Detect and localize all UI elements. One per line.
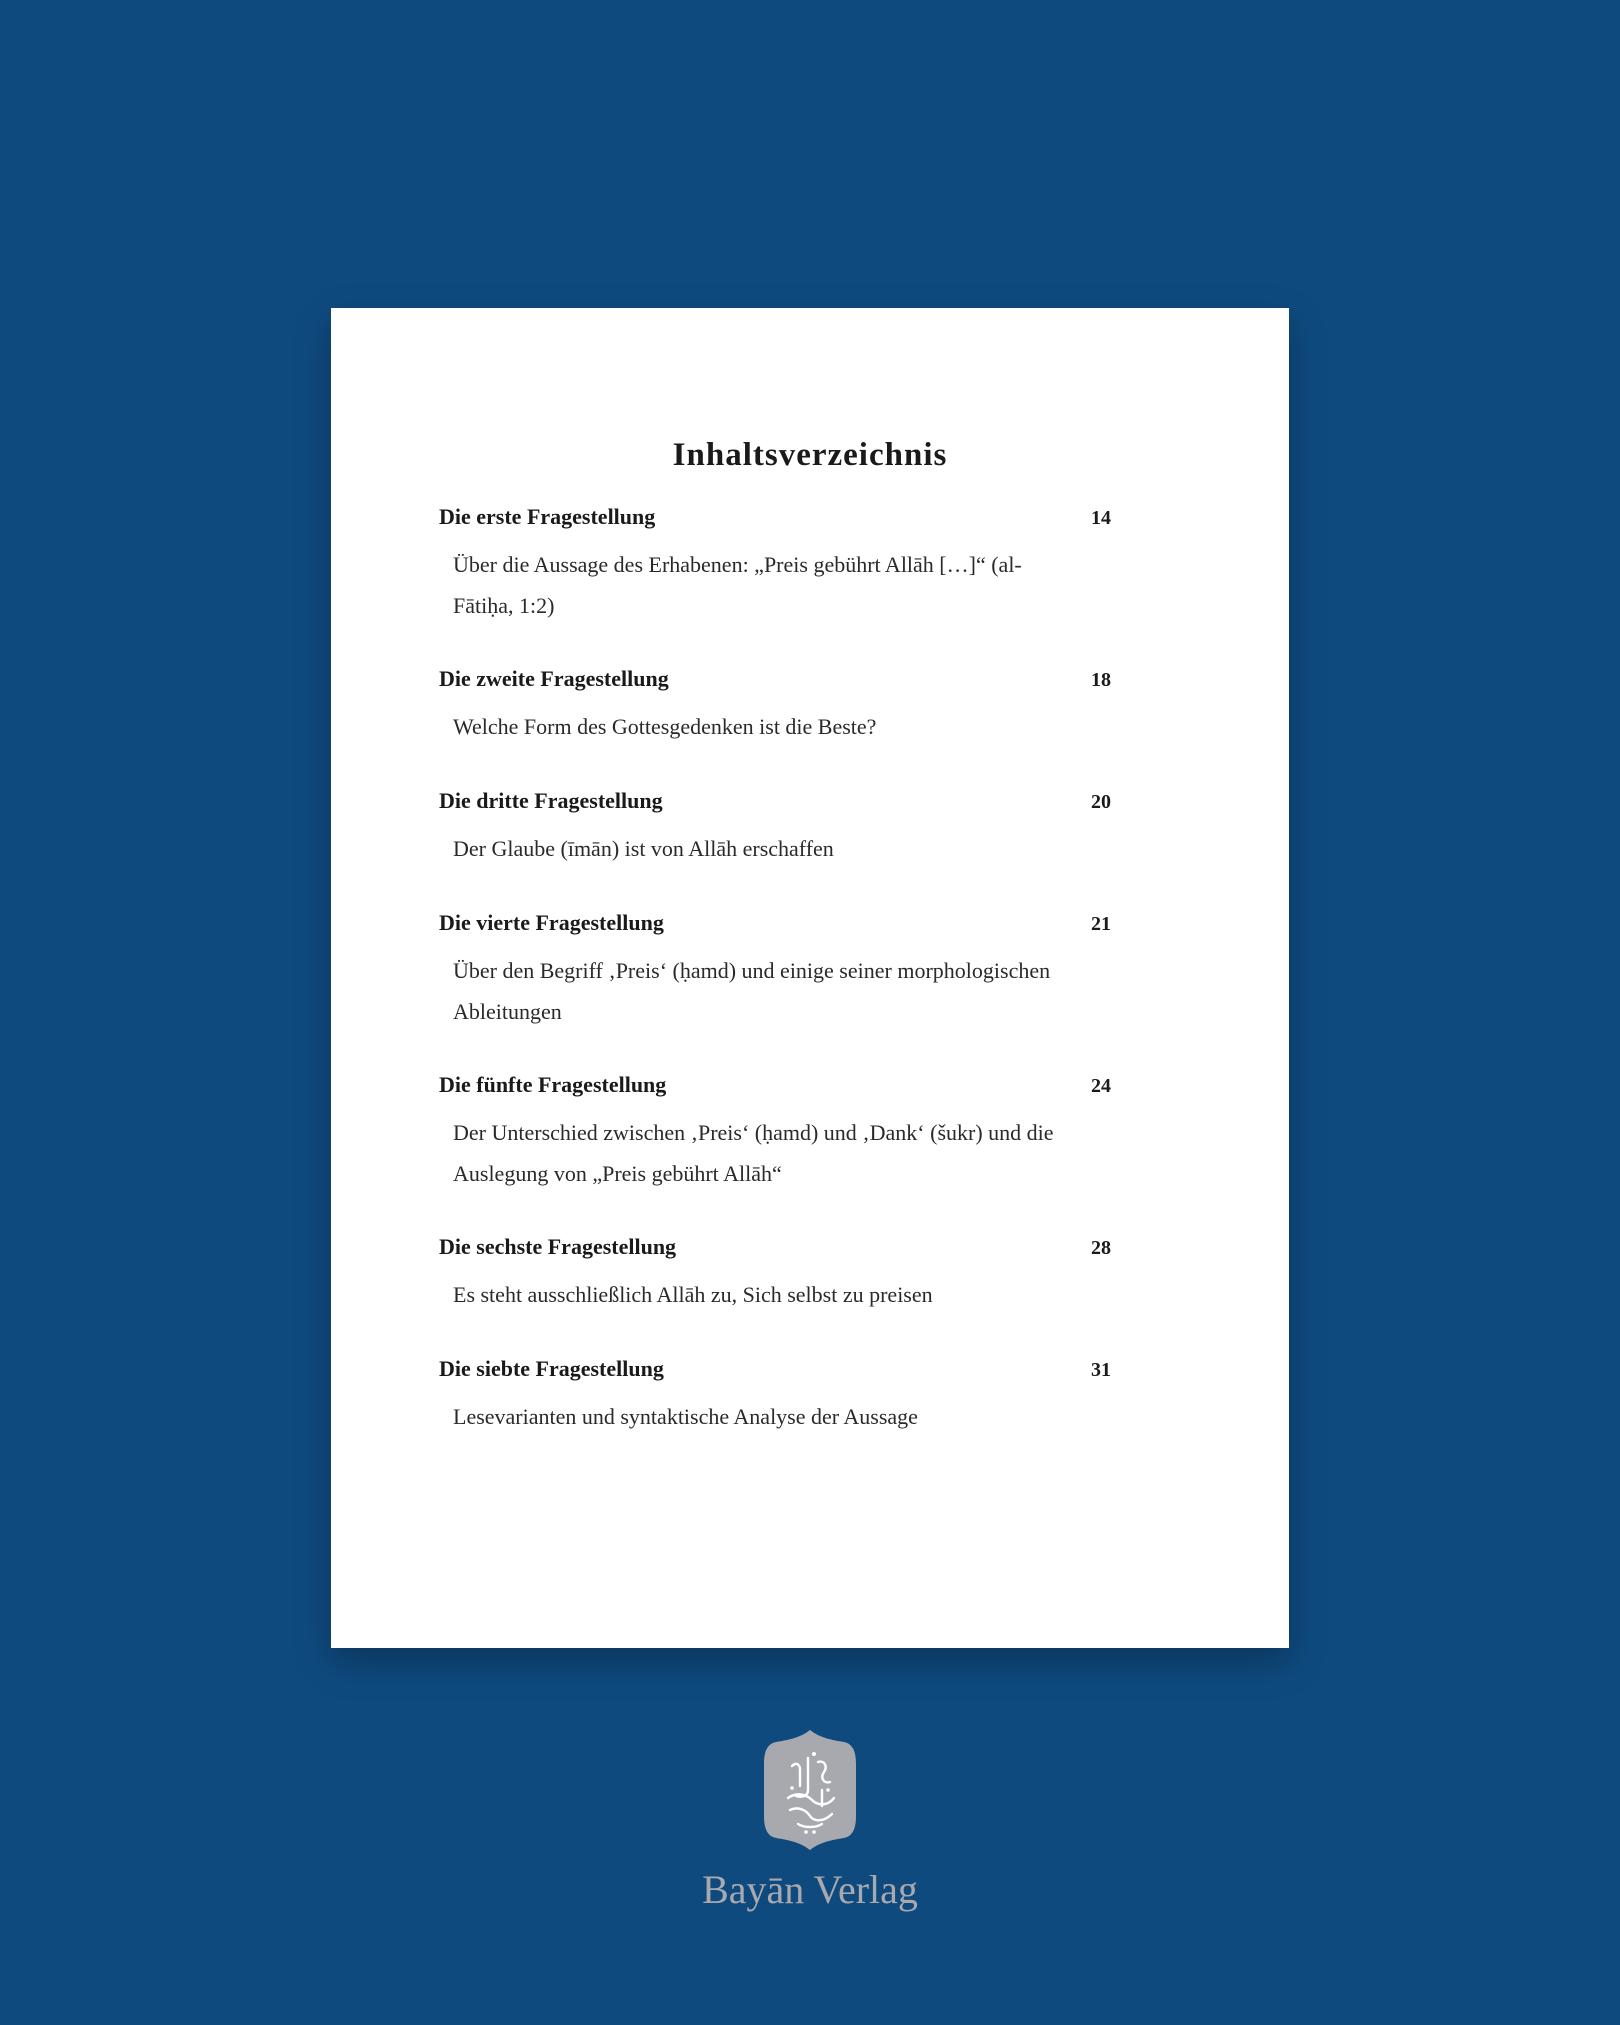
toc-entry-description: Es steht ausschließlich Allāh zu, Sich selbst zu preisen — [453, 1282, 933, 1307]
toc-entry-page-number: 20 — [1091, 791, 1111, 813]
toc-entry-head — [439, 910, 1111, 950]
toc-entry-heading: Die dritte Fragestellung — [439, 788, 663, 813]
toc-entry-page-number: 31 — [1091, 1359, 1111, 1381]
toc-entry-heading: Die fünfte Fragestellung — [439, 1072, 667, 1097]
publisher-name: Bayān Verlag — [702, 1867, 918, 1912]
toc-title: Inhaltsverzeichnis — [672, 437, 948, 473]
toc-entry-description: Der Glaube (īmān) ist von Allāh erschaffen — [453, 836, 834, 861]
book-page — [331, 308, 1289, 1648]
toc-entry — [439, 504, 1111, 626]
toc-entry-page-number: 28 — [1091, 1237, 1111, 1259]
toc-entry-description: Welche Form des Gottesgedenken ist die Beste? — [453, 714, 877, 739]
toc-entry-description: Lesevarianten und syntaktische Analyse der Aussage — [453, 1404, 918, 1429]
toc-entry-description: Über die Aussage des Erhabenen: „Preis gebührt Allāh […]“ (al-Fātiḥa, 1:2) — [453, 552, 1022, 618]
toc-entry-head — [439, 504, 1111, 544]
toc-entry-page-number: 24 — [1091, 1075, 1111, 1097]
toc-entry-heading: Die erste Fragestellung — [439, 504, 656, 529]
toc-entry-head — [439, 1072, 1111, 1112]
toc-entry-heading: Die zweite Fragestellung — [439, 666, 669, 691]
toc-entry-head — [439, 788, 1111, 828]
toc-entry-head — [439, 666, 1111, 706]
toc-entry — [439, 1356, 1111, 1437]
toc-entry — [439, 666, 1111, 747]
toc-entry-page-number: 21 — [1091, 913, 1111, 935]
toc-entry — [439, 1234, 1111, 1315]
toc-entry-heading: Die sechste Fragestellung — [439, 1234, 677, 1259]
toc-entry-head — [439, 1356, 1111, 1396]
calligraphy-emblem-icon — [762, 1728, 858, 1852]
toc-entry-page-number: 18 — [1091, 669, 1111, 691]
toc-entry-head — [439, 1234, 1111, 1274]
toc-entry — [439, 788, 1111, 869]
toc-entry-heading: Die siebte Fragestellung — [439, 1356, 664, 1381]
toc-entry — [439, 1072, 1111, 1194]
publisher-logo — [0, 1728, 1620, 1913]
toc-entry-description: Über den Begriff ‚Preis‘ (ḥamd) und einige seiner morphologischen Ableitungen — [453, 958, 1051, 1024]
toc-entry-heading: Die vierte Fragestellung — [439, 910, 664, 935]
toc-entry — [439, 910, 1111, 1032]
toc-entry-page-number: 14 — [1091, 507, 1111, 529]
toc-entry-description: Der Unterschied zwischen ‚Preis‘ (ḥamd) und ‚Dank‘ (šukr) und die Auslegung von „Preis gebührt Allāh“ — [453, 1120, 1054, 1186]
